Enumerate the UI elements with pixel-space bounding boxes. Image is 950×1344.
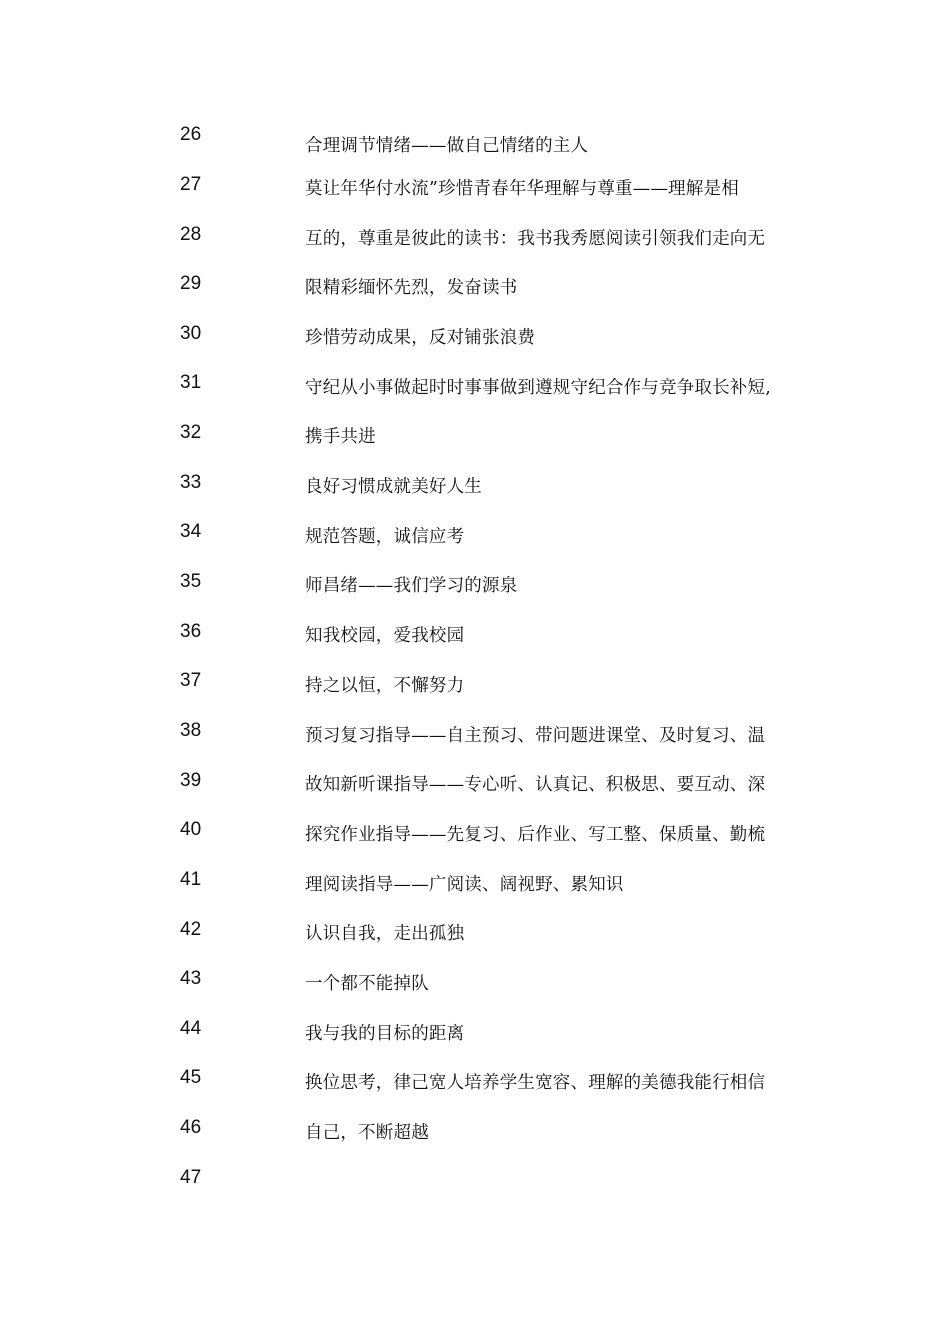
line-number: 38 [180,720,202,741]
line-text: 良好习惯成就美好人生 [305,477,482,497]
line-text: 理阅读指导——广阅读、阔视野、累知识 [305,875,624,895]
line-number: 47 [180,1167,202,1188]
line-number: 35 [180,571,202,592]
line-text: 规范答题，诚信应考 [305,527,465,547]
line-text: 探究作业指导——先复习、后作业、写工整、保质量、勤梳 [305,825,766,845]
line-text: 换位思考，律己宽人培养学生宽容、理解的美德我能行相信 [305,1073,766,1093]
line-text: 互的，尊重是彼此的读书：我书我秀愿阅读引领我们走向无 [305,229,766,249]
line-number: 37 [180,670,202,691]
line-number: 41 [180,869,202,890]
line-text: 限精彩缅怀先烈，发奋读书 [305,278,518,298]
line-number: 27 [180,174,202,195]
line-text: 一个都不能掉队 [305,974,429,994]
line-text: 知我校园，爱我校园 [305,626,465,646]
line-number: 26 [180,124,202,145]
line-number: 28 [180,224,202,245]
line-number: 29 [180,273,202,294]
line-number: 42 [180,919,202,940]
line-text: 珍惜劳动成果，反对铺张浪费 [305,328,536,348]
line-text: 师昌绪——我们学习的源泉 [305,576,518,596]
line-number: 34 [180,521,202,542]
line-text: 守纪从小事做起时时事事做到遵规守纪合作与竞争取长补短, [305,378,771,398]
line-number: 46 [180,1117,202,1138]
line-number: 43 [180,968,202,989]
line-number: 36 [180,621,202,642]
line-number: 40 [180,819,202,840]
line-number: 31 [180,372,202,393]
line-number: 44 [180,1018,202,1039]
line-text: 认识自我，走出孤独 [305,924,465,944]
line-number: 33 [180,472,202,493]
line-number: 32 [180,422,202,443]
line-text: 自己，不断超越 [305,1123,429,1143]
line-text: 携手共进 [305,427,376,447]
line-text: 预习复习指导——自主预习、带问题进课堂、及时复习、温 [305,726,766,746]
line-text: 故知新听课指导——专心听、认真记、积极思、要互动、深 [305,775,766,795]
line-text: 合理调节情绪——做自己情绪的主人 [305,136,589,156]
line-number: 39 [180,770,202,791]
line-text: 莫让年华付水流”珍惜青春年华理解与尊重——理解是相 [305,179,739,199]
line-number: 30 [180,323,202,344]
line-text: 我与我的目标的距离 [305,1024,465,1044]
line-text: 持之以恒，不懈努力 [305,676,465,696]
line-number: 45 [180,1067,202,1088]
